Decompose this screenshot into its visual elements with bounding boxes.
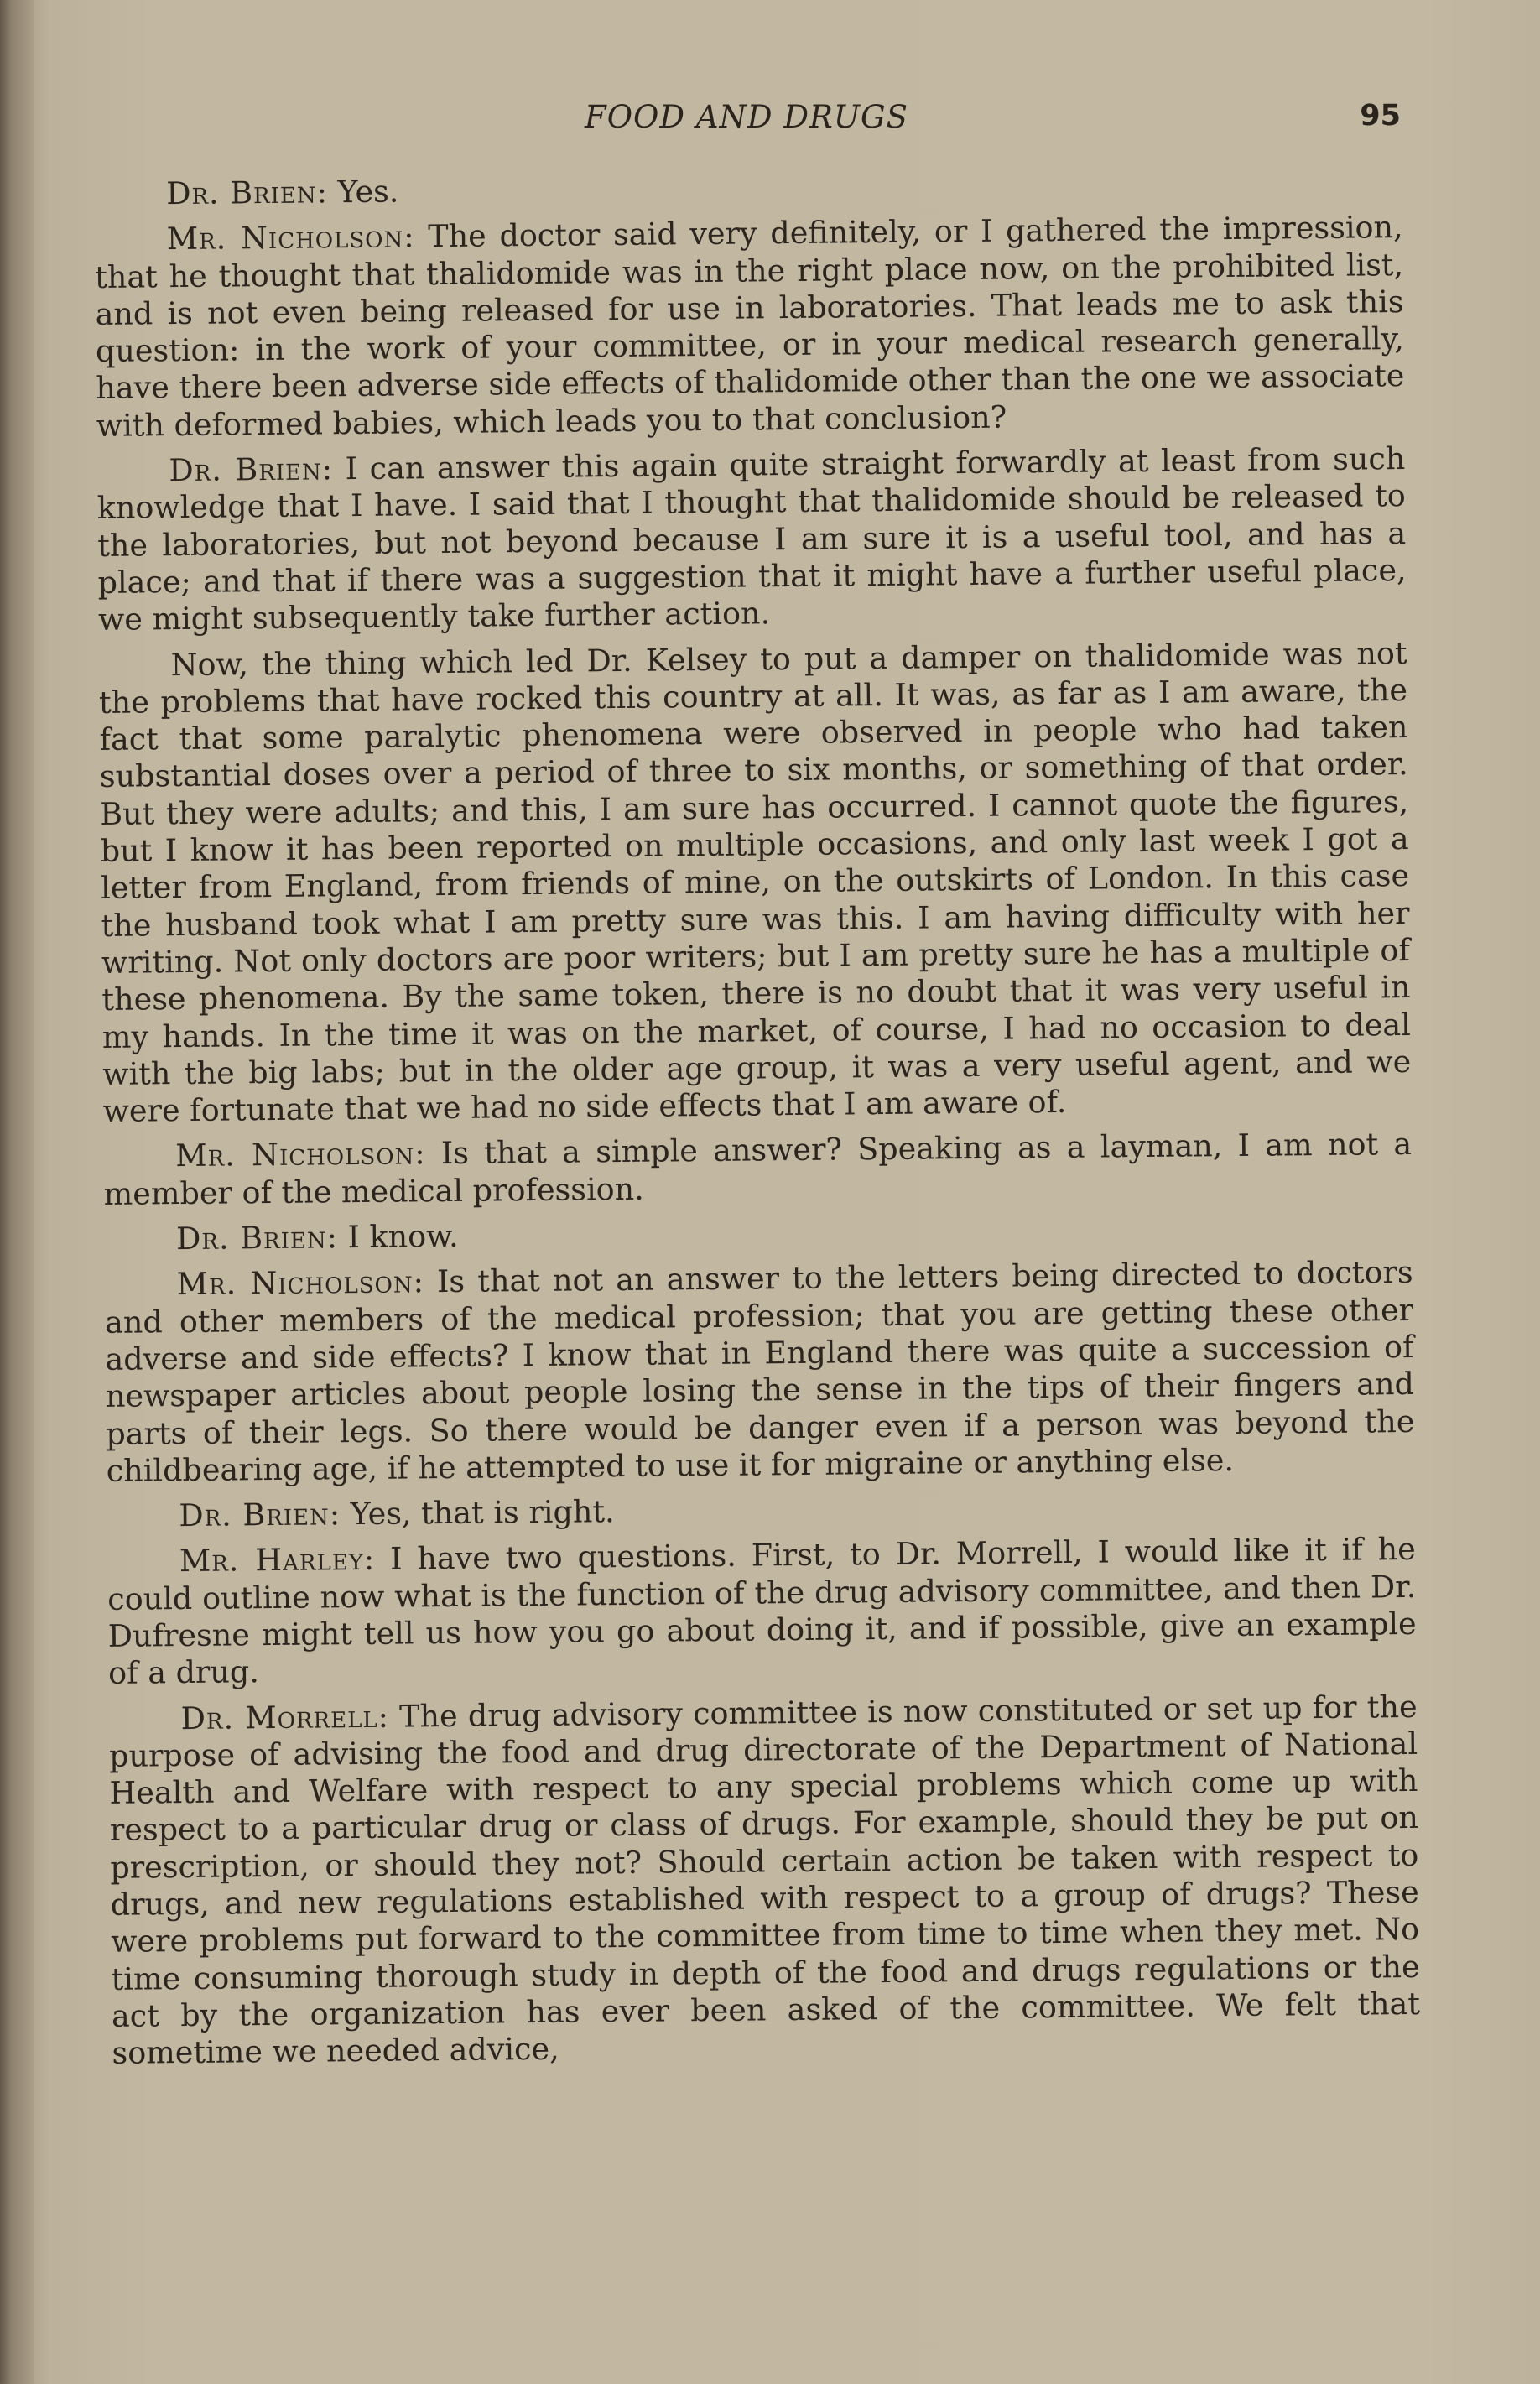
transcript-body	[94, 164, 1421, 2080]
paragraph-text: Is that a simple answer? Speaking as a layman, I am not a member of the medical profession.	[103, 1126, 1413, 1212]
paragraph-8	[107, 1486, 1415, 1535]
page-header	[92, 99, 1401, 149]
paragraph-7	[104, 1254, 1414, 1490]
paragraph-5	[103, 1126, 1413, 1213]
paragraph-4	[98, 635, 1411, 1131]
paragraph-text: Yes.	[327, 173, 399, 211]
paragraph-text: Now, the thing which led Dr. Kelsey to put a damper on thalidomide was not the problems that have rocked this country at all. It was, as far as I am aware, the fact that some paralytic phenomena were observed in people who had taken substantial doses over a period of three to six months, or something of that order. But they were adults; and this, I am sure has occurred. I cannot quote the figures, but I know it has been reported on multiple occasions, and only last week I got a letter from England, from friends of mine, on the outskirts of London. In this case the husband took what I am pretty sure was this. I am having difficulty with her writing. Not only doctors are poor writers; but I am pretty sure he has a multiple of these phenomena. By the same token, there is no doubt that it was very useful in my hands. In the time it was on the market, of course, I had no occasion to deal with the big labs; but in the older age group, it was a very useful agent, and we were fortunate that we had no side effects that I am aware of.	[98, 634, 1412, 1130]
paragraph-3	[96, 440, 1407, 638]
paragraph-9	[107, 1531, 1418, 1692]
speaker-label: Dr. Morrell:	[180, 1698, 390, 1736]
speaker-label: Dr. Brien:	[165, 174, 329, 212]
paragraph-6	[104, 1209, 1413, 1258]
paragraph-text: I know.	[337, 1217, 459, 1256]
paragraph-text: The drug advisory committee is now constituted or set up for the purpose of advising the food and drug directorate of the Department of National Health and Welfare with respect to any special problems which come up with respect to a particular drug or class of drugs. For example, should they be put on prescription, or should they not? Should certain action be taken with respect to drugs, and new regulations established with respect to a group of drugs? These were problems put forward to the committee from time to time when they met. No time consuming thorough study in depth of the food and drugs regulations or the act by the organization has ever been asked of the committee. We felt that sometime we needed advice,	[108, 1688, 1421, 2072]
speaker-label: Dr. Brien:	[179, 1496, 341, 1534]
speaker-label: Mr. Nicholson:	[176, 1263, 425, 1303]
paragraph-text: Yes, that is right.	[340, 1493, 615, 1533]
speaker-label: Mr. Nicholson:	[175, 1135, 426, 1174]
speaker-label: Dr. Brien:	[169, 450, 334, 489]
paragraph-10	[108, 1689, 1420, 2073]
paragraph-text: The doctor said very definitely, or I gathered the impression, that he thought that thalidomide was in the right place now, on the prohibited list, and is not even being released for use in laboratories. That leads me to ask this question: in the work of your committee, or in your medical research generally, have there been adverse side effects of thalidomide other than the one we associate with deformed babies, which leads you to that conclusion?	[94, 209, 1405, 444]
speaker-label: Mr. Harley:	[179, 1541, 376, 1580]
paragraph-2	[95, 209, 1405, 445]
paragraph-text: I have two questions. First, to Dr. Morrell, I would like it if he could outline now what is the function of the drug advisory committee, and then Dr. Dufresne might tell us how you go about doing it, and if possible, give an example of a drug.	[107, 1531, 1417, 1692]
paragraph-1	[94, 164, 1402, 213]
page-number: 95	[1360, 99, 1401, 133]
running-title: FOOD AND DRUGS	[585, 99, 908, 135]
paragraph-text: I can answer this again quite straight forwardly at least from such knowledge that I have. I said that I thought that thalidomide should be released to the laboratories, but not beyond because I am sure it is a useful tool, and has a place; and that if there was a suggestion that it might have a further useful place, we might subsequently take further action.	[96, 440, 1407, 638]
book-spine-shadow	[0, 0, 34, 2384]
speaker-label: Mr. Nicholson:	[166, 218, 415, 258]
speaker-label: Dr. Brien:	[175, 1219, 339, 1257]
paragraph-text: Is that not an answer to the letters being directed to doctors and other members of the medical profession; that you are getting these other adverse and side effects? I know that in England there was quite a succession of newspaper articles about people losing the sense in the tips of their fingers and parts of their legs. So there would be danger even if a person was beyond the childbearing age, if he attempted to use it for migraine or anything else.	[104, 1254, 1415, 1489]
